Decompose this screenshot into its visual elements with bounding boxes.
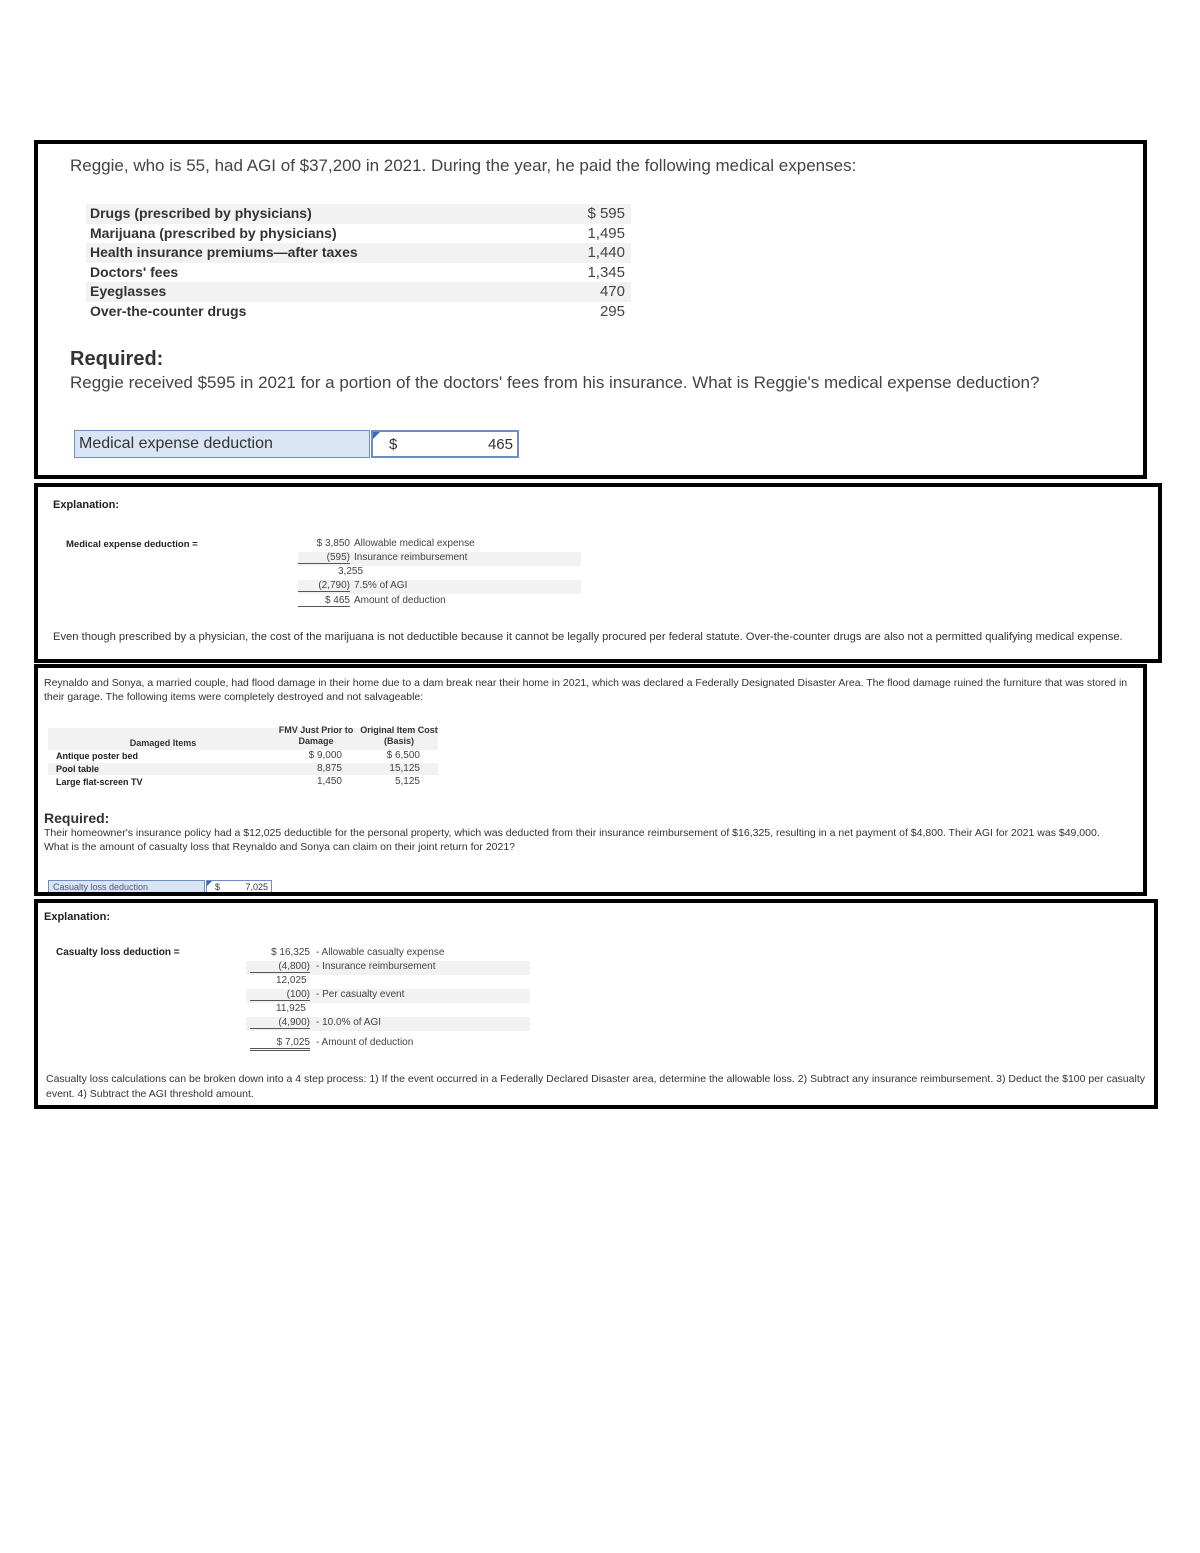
expense-label: Marijuana (prescribed by physicians) — [90, 224, 337, 241]
calc-amount: (100) — [250, 989, 310, 1001]
calc-amount: $ 465 — [298, 595, 350, 607]
damaged-item-fmv: 1,450 — [316, 776, 342, 787]
calc-desc: Insurance reimbursement — [354, 552, 468, 563]
calc-amount: $ 3,850 — [316, 538, 350, 549]
expense-amount: 1,440 — [587, 244, 625, 262]
damaged-item-cost: 5,125 — [394, 776, 420, 787]
casualty-question-panel — [34, 664, 1147, 896]
calc-desc: - Per casualty event — [316, 989, 405, 1000]
damaged-item-name: Pool table — [56, 764, 100, 774]
expense-label: Over-the-counter drugs — [90, 303, 247, 319]
expense-amount: 295 — [599, 303, 625, 320]
expense-amount: 1,495 — [587, 224, 625, 242]
casualty-intro: Reynaldo and Sonya, a married couple, had flood damage in their home due to a dam break near their home in 2021, which was declared a Federally Designated Disaster Area. The flood damage ruined the furniture that was stored in their garage. The following items were completely destroyed and not salvageable: — [44, 677, 1128, 703]
answer-label: Casualty loss deduction — [48, 880, 205, 895]
explanation-note: Casualty loss calculations can be broken down into a 4 step process: 1) If the event occurred in a Federally Declared Disaster area, determine the allowable loss. 2) Subtract any insurance reimbursement. 3) Deduct the $100 per casualty event. 4) Subtract the AGI threshold amount. — [46, 1073, 1145, 1100]
col-header-cost: Original Item Cost (Basis) — [360, 725, 438, 746]
calc-amount: (595) — [298, 552, 350, 564]
required-text — [44, 826, 1100, 854]
currency-symbol: $ — [389, 436, 398, 453]
explanation-heading: Explanation: — [44, 911, 111, 923]
explanation-heading: Explanation: — [53, 499, 120, 511]
required-text: Reggie received $595 in 2021 for a portion of the doctors' fees from his insurance. What is Reggie's medical expense deduction? — [70, 373, 1040, 392]
calc-amount: 3,255 — [338, 566, 364, 577]
calc-label: Casualty loss deduction = — [56, 947, 180, 958]
damaged-item-name: Large flat-screen TV — [56, 777, 143, 787]
medical-intro: Reggie, who is 55, had AGI of $37,200 in 2021. During the year, he paid the following medical expenses: — [70, 156, 857, 175]
expense-label: Health insurance premiums—after taxes — [90, 244, 358, 261]
calc-amount: (2,790) — [298, 580, 350, 592]
casualty-deduction-input[interactable] — [206, 880, 272, 895]
calc-amount: $ 7,025 — [250, 1037, 310, 1051]
required-text-line: What is the amount of casualty loss that Reynaldo and Sonya can claim on their joint return for 2021? — [44, 841, 516, 853]
damaged-item-cost: $ 6,500 — [386, 750, 420, 761]
answer-value: 7,025 — [245, 882, 268, 892]
expense-label: Eyeglasses — [90, 283, 167, 300]
answer-value: 465 — [487, 436, 513, 453]
medical-explanation-panel — [34, 483, 1162, 663]
calc-desc: Amount of deduction — [354, 595, 446, 606]
flag-icon — [207, 881, 212, 886]
calc-desc: - Insurance reimbursement — [316, 961, 436, 972]
currency-symbol: $ — [215, 882, 221, 892]
explanation-note: Even though prescribed by a physician, the cost of the marijuana is not deductible because it cannot be legally procured per federal statute. Over-the-counter drugs are also not a permitted qualifying medical expense. — [53, 631, 1123, 643]
required-heading: Required: — [70, 348, 164, 370]
damaged-item-fmv: $ 9,000 — [308, 750, 342, 761]
col-header-fmv: FMV Just Prior to Damage — [278, 725, 354, 746]
expense-amount: $ 595 — [587, 205, 625, 222]
expense-label: Drugs (prescribed by physicians) — [90, 205, 312, 221]
expense-label: Doctors' fees — [90, 263, 179, 280]
damaged-item-cost: 15,125 — [389, 763, 420, 774]
calc-desc: - Amount of deduction — [316, 1037, 414, 1048]
calc-desc: - Allowable casualty expense — [316, 947, 445, 958]
expense-amount: 470 — [599, 283, 625, 301]
calc-amount: (4,900) — [250, 1017, 310, 1029]
calc-amount: 12,025 — [276, 975, 307, 986]
expense-row — [86, 282, 631, 302]
medical-deduction-input[interactable] — [371, 430, 519, 458]
casualty-explanation-panel — [34, 899, 1158, 1109]
medical-question-panel — [34, 140, 1147, 479]
damaged-item-name: Antique poster bed — [56, 751, 139, 761]
calc-label: Medical expense deduction = — [66, 539, 198, 550]
damaged-item-fmv: 8,875 — [316, 763, 342, 774]
calc-amount: (4,800) — [250, 961, 310, 973]
expense-amount: 1,345 — [587, 263, 625, 281]
flag-icon — [373, 432, 380, 439]
required-heading: Required: — [44, 810, 110, 826]
expense-row — [86, 224, 631, 244]
expense-row — [86, 243, 631, 263]
expense-row — [86, 263, 631, 283]
col-header-item: Damaged Items — [129, 738, 197, 748]
calc-amount: $ 16,325 — [271, 947, 310, 958]
calc-desc: 7.5% of AGI — [354, 580, 408, 591]
expense-row — [86, 204, 631, 224]
calc-desc: Allowable medical expense — [354, 538, 475, 549]
required-text-line: Their homeowner's insurance policy had a $12,025 deductible for the personal property, which was deducted from their insurance reimbursement of $16,325, resulting in a net payment of $4,800. Their AGI for 2021 was $49,000. — [44, 827, 1100, 839]
calc-desc: - 10.0% of AGI — [316, 1017, 382, 1028]
calc-amount: 11,925 — [276, 1003, 306, 1014]
answer-label: Medical expense deduction — [74, 430, 370, 458]
expense-row — [86, 302, 631, 322]
